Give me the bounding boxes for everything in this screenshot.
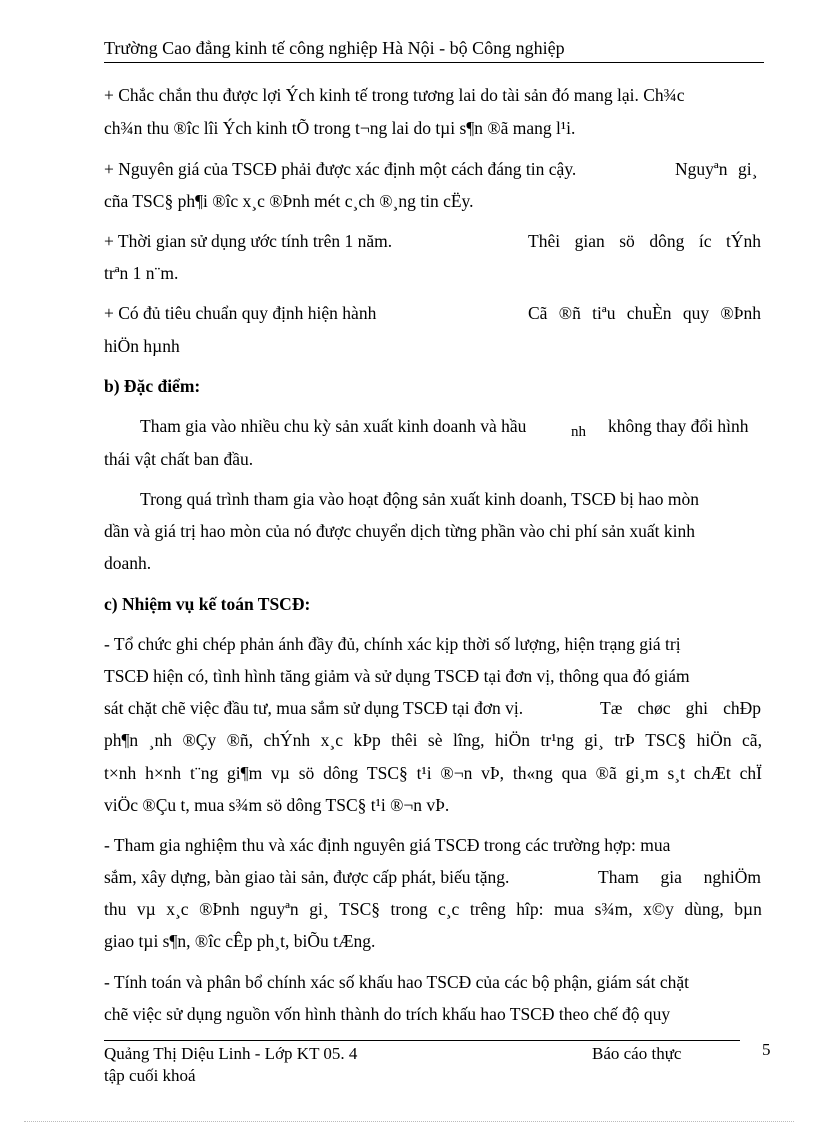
word: t¹i	[416, 763, 432, 783]
word: t×nh	[104, 763, 137, 783]
text-line: giao tµi s¶n, ®îc cÊp ph¸t, biÕu tÆng.	[104, 931, 376, 951]
justified-line	[104, 730, 762, 750]
text-line: + Chắc chắn thu được lợi Ých kinh tế trong tương lai do tài sản đó mang lại. Ch¾c	[104, 85, 685, 105]
text-line: trªn 1 n¨m.	[104, 263, 179, 283]
word: trÞ	[614, 730, 635, 750]
text-line: Tham gia vào nhiều chu kỳ sản xuất kinh doanh và hầu	[140, 416, 527, 436]
word: dông	[323, 763, 359, 783]
word: tiªu	[592, 303, 616, 323]
word: ®Çy	[182, 730, 217, 750]
footer-divider	[104, 1040, 740, 1041]
word: ®¬n	[440, 763, 473, 783]
word: cã,	[742, 730, 762, 750]
text-line: thái vật chất ban đầu.	[104, 449, 254, 469]
justified-line	[104, 899, 762, 919]
text-line: + Thời gian sử dụng ước tính trên 1 năm.	[104, 231, 393, 251]
justified-line	[600, 698, 761, 718]
text-line: TSCĐ hiện có, tình hình tăng giảm và sử dụng TSCĐ tại đơn vị, thông qua đó giám	[104, 666, 690, 686]
word: ph¶n	[104, 730, 139, 750]
text-line: chẽ việc sử dụng nguồn vốn hình thành do trích khấu hao TSCĐ theo chế độ quy	[104, 1004, 671, 1024]
word: trêng	[469, 899, 506, 919]
word: nghiÖm	[703, 867, 761, 887]
word: gi¸	[309, 899, 329, 919]
word: chÆt	[693, 763, 731, 783]
section-heading-c: c) Nhiệm vụ kế toán TSCĐ:	[104, 594, 311, 614]
word: mua	[554, 899, 585, 919]
word: tÝnh	[726, 231, 761, 251]
word: t¨ng	[190, 763, 219, 783]
word: quy	[682, 303, 710, 323]
word: vµ	[271, 763, 290, 783]
word: chuÈn	[626, 303, 672, 323]
word: x¸c	[320, 730, 344, 750]
word: nguyªn	[250, 899, 299, 919]
page-edge-divider	[24, 1121, 794, 1122]
word: hiÖn	[495, 730, 531, 750]
text-fragment: Nguyªn	[675, 159, 728, 179]
word: thêi	[391, 730, 418, 750]
word: lîng,	[452, 730, 485, 750]
text-line: hiÖn hµnh	[104, 336, 180, 356]
word: ghi	[685, 698, 708, 718]
word: hîp:	[516, 899, 544, 919]
word: TSC§	[366, 763, 408, 783]
word: ¸nh	[148, 730, 172, 750]
section-heading-b: b) Đặc điểm:	[104, 376, 201, 396]
word: x©y	[643, 899, 674, 919]
text-line: sát chặt chẽ việc đầu tư, mua sắm sử dụng TSCĐ tại đơn vị.	[104, 698, 524, 718]
word: gi¶m	[227, 763, 263, 783]
word: sè	[427, 730, 443, 750]
word: TSC§	[645, 730, 687, 750]
word: s¸t	[667, 763, 685, 783]
word: chÐp	[723, 698, 761, 718]
text-fragment: gi¸	[738, 159, 758, 179]
word: íc	[698, 231, 712, 251]
header-title: Trường Cao đẳng kinh tế công nghiệp Hà Nội - bộ Công nghiệp	[104, 38, 565, 58]
word: dùng,	[684, 899, 724, 919]
text-line: - Tham gia nghiệm thu và xác định nguyên giá TSCĐ trong các trường hợp: mua	[104, 835, 671, 855]
word: bµn	[734, 899, 762, 919]
page-number: 5	[762, 1040, 771, 1059]
word: Thêi	[528, 231, 561, 251]
header-divider	[104, 62, 764, 63]
word: sö	[298, 763, 315, 783]
word: chÏ	[739, 763, 762, 783]
text-line: + Nguyên giá của TSCĐ phải được xác định một cách đáng tin cậy.	[104, 159, 577, 179]
text-line: sắm, xây dựng, bàn giao tài sản, được cấp phát, biếu tặng.	[104, 867, 510, 887]
text-line: ch¾n thu ®îc lîi Ých kinh tÕ trong t¬ng lai do tµi s¶n ®ã mang l¹i.	[104, 118, 576, 138]
word: ®ñ	[558, 303, 581, 323]
word: Tham	[598, 867, 639, 887]
word: vÞ,	[481, 763, 505, 783]
word: dông	[649, 231, 685, 251]
justified-line	[528, 303, 761, 323]
justified-line	[528, 231, 761, 251]
word: ®Þnh	[199, 899, 240, 919]
word: kÞp	[353, 730, 381, 750]
word: x¸c	[166, 899, 189, 919]
word: chøc	[637, 698, 671, 718]
word: thu	[104, 899, 127, 919]
text-fragment: nh	[571, 424, 586, 440]
word: h×nh	[145, 763, 182, 783]
text-line: + Có đủ tiêu chuẩn quy định hiện hành	[104, 303, 377, 323]
word: gia	[660, 867, 682, 887]
word: ®Þnh	[720, 303, 761, 323]
text-line: doanh.	[104, 553, 152, 573]
word: ®ã	[595, 763, 617, 783]
word: gi¸	[584, 730, 604, 750]
word: c¸c	[437, 899, 460, 919]
word: gi¸m	[625, 763, 659, 783]
text-fragment: không thay đổi hình	[608, 416, 749, 436]
word: trong	[390, 899, 428, 919]
word: th«ng	[512, 763, 553, 783]
text-line: dần và giá trị hao mòn của nó được chuyển dịch từng phần vào chi phí sản xuất kinh	[104, 521, 695, 541]
footer-author: Quảng Thị Diệu Linh - Lớp KT 05. 4	[104, 1044, 358, 1063]
word: Cã	[528, 303, 548, 323]
footer-line2: tập cuối khoá	[104, 1066, 196, 1085]
text-line: Trong quá trình tham gia vào hoạt động sản xuất kinh doanh, TSCĐ bị hao mòn	[140, 489, 699, 509]
text-line: - Tính toán và phân bổ chính xác số khấu hao TSCĐ của các bộ phận, giám sát chặt	[104, 972, 689, 992]
word: ®ñ,	[226, 730, 254, 750]
word: hiÖn	[696, 730, 732, 750]
word: s¾m,	[594, 899, 633, 919]
word: Tæ	[600, 698, 623, 718]
word: TSC§	[339, 899, 380, 919]
word: vµ	[136, 899, 156, 919]
word: qua	[561, 763, 587, 783]
word: tr¹ng	[540, 730, 574, 750]
justified-line	[104, 763, 762, 783]
word: gian	[574, 231, 605, 251]
footer-report: Báo cáo thực	[592, 1044, 682, 1063]
word: chÝnh	[263, 730, 311, 750]
text-line: - Tổ chức ghi chép phản ánh đầy đủ, chính xác kịp thời số lượng, hiện trạng giá trị	[104, 634, 681, 654]
justified-line	[598, 867, 761, 887]
word: sö	[619, 231, 635, 251]
text-line: viÖc ®Çu t, mua s¾m sö dông TSC§ t¹i ®¬n vÞ.	[104, 795, 450, 815]
text-line: cña TSC§ ph¶i ®îc x¸c ®Þnh mét c¸ch ®¸ng tin cËy.	[104, 191, 474, 211]
